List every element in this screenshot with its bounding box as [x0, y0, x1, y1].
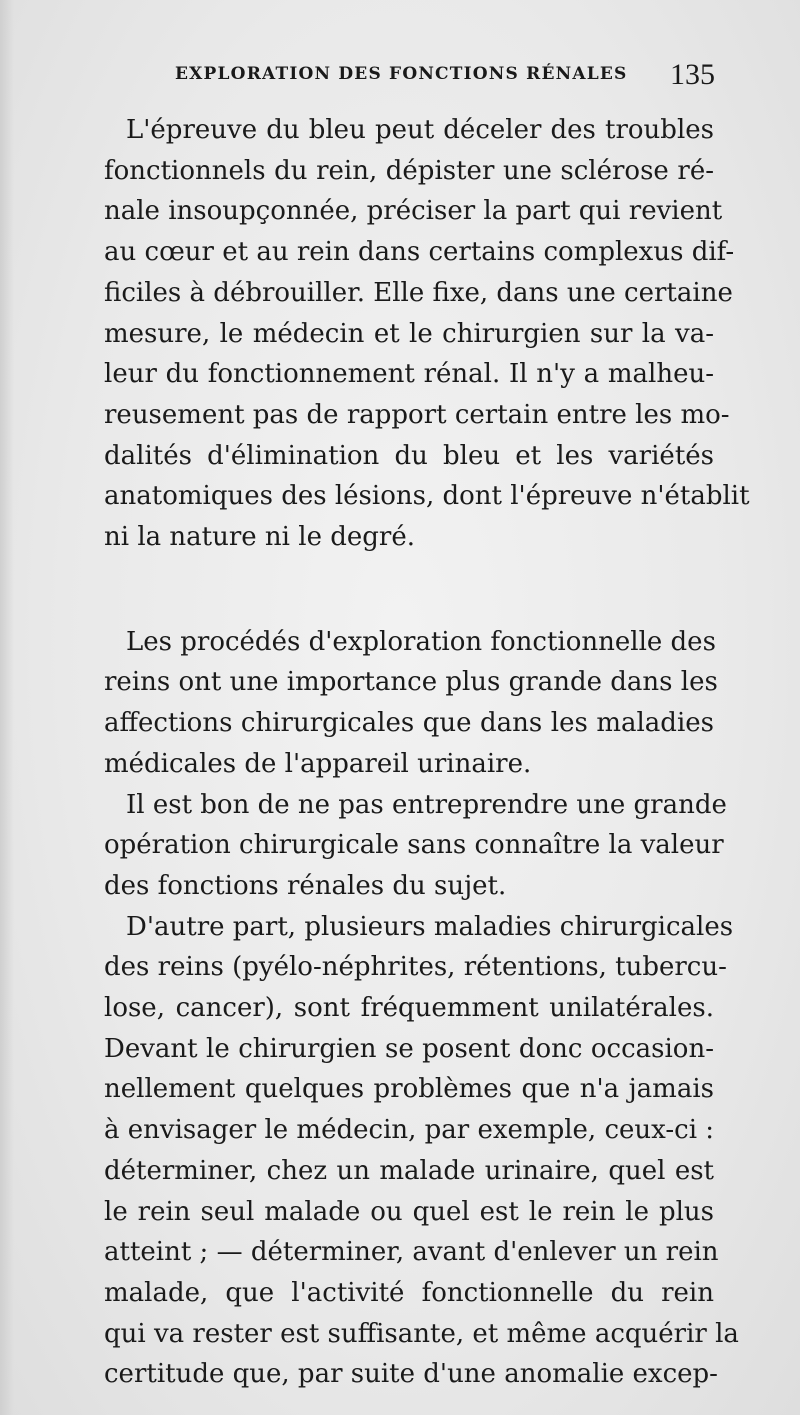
text-line: dalités d'élimination du bleu et les variétés	[104, 440, 714, 471]
page-number: 135	[670, 58, 715, 91]
text-line: nale insoupçonnée, préciser la part qui revient	[104, 196, 723, 227]
text-line: reins ont une importance plus grande dans les	[104, 667, 718, 698]
text-line: malade, que l'activité fonctionnelle du rein	[104, 1277, 714, 1308]
text-line: des fonctions rénales du sujet.	[104, 870, 507, 901]
text-line: ni la nature ni le degré.	[104, 522, 415, 553]
text-line: atteint ; — déterminer, avant d'enlever un rein	[104, 1237, 719, 1268]
text-line: fonctionnels du rein, dépister une sclérose ré-	[104, 155, 714, 186]
text-line: affections chirurgicales que dans les maladies	[104, 708, 714, 739]
paragraph-exploration-procedures	[104, 622, 718, 785]
paragraph-surgical-diseases	[104, 907, 739, 1395]
text-line: reusement pas de rapport certain entre les mo-	[104, 399, 730, 430]
text-line: opération chirurgicale sans connaître la valeur	[104, 830, 724, 861]
paragraph-surgical-operation	[104, 785, 727, 907]
text-line: Devant le chirurgien se posent donc occasion-	[104, 1033, 714, 1064]
text-line: médicales de l'appareil urinaire.	[104, 748, 532, 779]
running-title: EXPLORATION DES FONCTIONS RÉNALES	[175, 64, 628, 84]
text-line: Les procédés d'exploration fonctionnelle des	[126, 626, 716, 657]
text-line: à envisager le médecin, par exemple, ceux-ci :	[104, 1115, 715, 1146]
text-line: mesure, le médecin et le chirurgien sur la va-	[104, 318, 714, 349]
text-line: lose, cancer), sont fréquemment unilatérales.	[104, 993, 714, 1024]
text-line: des reins (pyélo-néphrites, rétentions, tubercu-	[104, 952, 727, 983]
text-line: L'épreuve du bleu peut déceler des troubles	[126, 115, 714, 145]
text-line: D'autre part, plusieurs maladies chirurgicales	[126, 911, 734, 942]
text-line: déterminer, chez un malade urinaire, quel est	[104, 1155, 714, 1186]
paragraph-blue-test	[104, 110, 750, 558]
running-head	[175, 58, 715, 90]
text-line: leur du fonctionnement rénal. Il n'y a malheu-	[104, 359, 714, 390]
text-line: au cœur et au rein dans certains complexus dif-	[104, 237, 735, 268]
text-line: ficiles à débrouiller. Elle fixe, dans une certaine	[104, 277, 733, 308]
text-line: certitude que, par suite d'une anomalie excep-	[104, 1359, 718, 1390]
body-text	[104, 110, 750, 1395]
text-line: qui va rester est suffisante, et même acquérir la	[104, 1318, 739, 1349]
text-line: nellement quelques problèmes que n'a jamais	[104, 1074, 714, 1105]
text-line: anatomiques des lésions, dont l'épreuve n'établit	[104, 481, 750, 512]
text-line: le rein seul malade ou quel est le rein le plus	[104, 1196, 714, 1227]
text-line: Il est bon de ne pas entreprendre une grande	[126, 789, 727, 820]
